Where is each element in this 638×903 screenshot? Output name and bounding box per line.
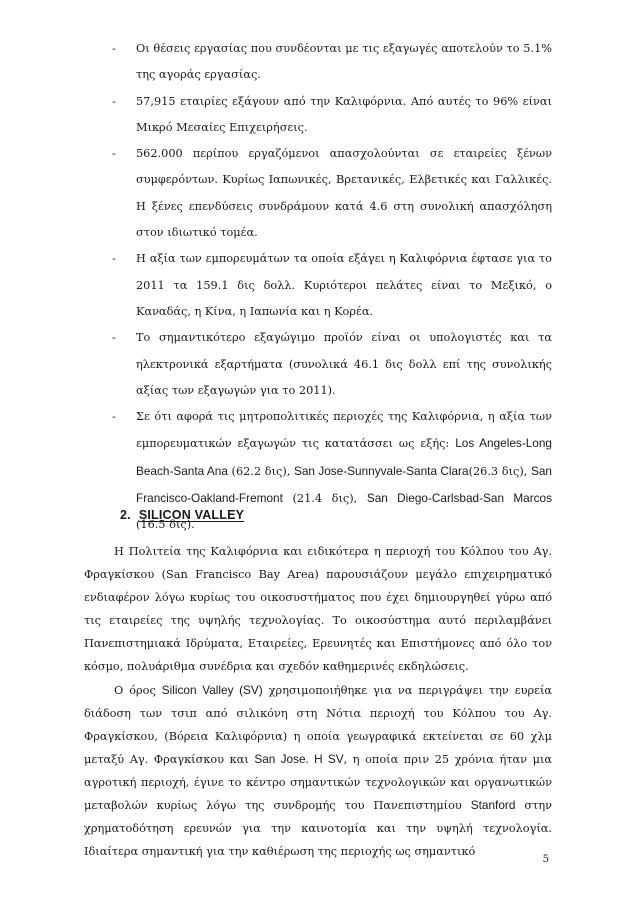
body-text <box>84 540 552 863</box>
paragraph-text: χρησιμοποιήθηκε για να περιγράψει την ευρεία διάδοση των τσιπ από σιλικόνη στη Νότια περιοχή του Κόλπου του Αγ. Φραγκίσκου, (Βόρεια Καλιφόρνια) η οποία γεωγραφικά εκτείνεται σε 60 χλμ μεταξύ Αγ. Φραγκίσκου και <box>84 683 553 766</box>
bullet-dash: - <box>112 331 116 345</box>
bullet-text: Το σημαντικότερο εξαγώγιμο προϊόν είναι οι υπολογιστές και τα ηλεκτρονικά εξαρτήματα (συνολικά 46.1 δις δολλ επί της συνολικής αξίας των εξαγωγών για το 2011). <box>136 331 552 397</box>
paragraph-text: στην χρηματοδότηση ερευνών για την καινοτομία και την υψηλή τεχνολογία. Ιδιαίτερα σημαντική για την καθιέρωση της περιοχής ως σημαντικό <box>84 799 552 859</box>
region-value: (26.3 δις), <box>468 464 531 478</box>
term-san-jose: San Jose. H SV <box>254 751 344 766</box>
bullet-text: Σε ότι αφορά τις μητροπολιτικές περιοχές της Καλιφόρνια, η αξία των εμπορευματικών εξαγωγών τις κατατάσσει ως εξής: <box>136 410 552 451</box>
section-title: SILICON VALLEY <box>138 508 245 522</box>
page-number: 5 <box>542 854 549 865</box>
bullet-dash: - <box>112 94 116 108</box>
bullet-item <box>112 89 552 142</box>
section-number: 2. <box>120 508 131 522</box>
bullet-text: 57,915 εταιρίες εξάγουν από την Καλιφόρνια. Από αυτές το 96% είναι Μικρό Μεσαίες Επιχειρήσεις. <box>136 94 552 134</box>
paragraph-text: , η οποία πριν 25 χρόνια ήταν μια αγροτική περιοχή, έγινε το κέντρο σημαντικών τεχνολογικών και οργανωτικών μεταβολών κυρίως λόγω της συνδρομής του Πανεπιστημίου <box>84 752 553 813</box>
bullet-item <box>112 325 552 404</box>
bullet-text: 562.000 περίπου εργαζόμενοι απασχολούνται σε εταιρείες ξένων συμφερόντων. Κυρίως Ιαπωνικές, Βρετανικές, Ελβετικές και Γαλλικές. Η ξένες επενδύσεις συνδράμουν κατά 4.6 στη συνολική απασχόληση στον ιδιωτικό τομέα. <box>136 147 552 240</box>
section-heading <box>120 508 244 522</box>
region-name: San Francisco-Oakland-Fremont <box>136 463 552 506</box>
region-name: Los Angeles-Long Beach-Santa Ana <box>136 436 552 478</box>
bullet-item <box>112 36 552 89</box>
bullet-item <box>112 246 552 325</box>
region-value: (21.4 δις), <box>282 492 367 506</box>
region-value: (16.5 δις). <box>136 518 195 532</box>
bullet-dash: - <box>112 147 116 161</box>
bullet-text: Οι θέσεις εργασίας που συνδέονται με τις εξαγωγές αποτελούν το 5.1% της αγοράς εργασίας. <box>136 42 552 82</box>
bullet-dash: - <box>112 410 116 424</box>
region-name: San Jose-Sunnyvale-Santa Clara <box>293 463 469 478</box>
region-name: San Diego-Carlsbad-San Marcos <box>366 491 552 506</box>
bullet-list <box>112 36 552 539</box>
term-silicon-valley: Silicon Valley (SV) <box>161 682 263 697</box>
bullet-item <box>112 141 552 246</box>
paragraph <box>84 679 552 864</box>
term-stanford: Stanford <box>470 798 516 813</box>
bullet-dash: - <box>112 252 116 266</box>
bullet-dash: - <box>112 42 116 55</box>
region-value: (62.2 δις), <box>227 464 294 478</box>
bullet-text: Η αξία των εμπορευμάτων τα οποία εξάγει η Καλιφόρνια έφτασε για το 2011 τα 159.1 δις δολλ. Κυριότεροι πελάτες είναι το Μεξικό, ο Καναδάς, η Κίνα, η Ιαπωνία και η Κορέα. <box>136 252 552 318</box>
paragraph-text: Ο όρος <box>114 683 162 697</box>
paragraph: Η Πολιτεία της Καλιφόρνια και ειδικότερα η περιοχή του Κόλπου του Αγ. Φραγκίσκου (San Francisco Bay Area) παρουσιάζουν μεγάλο επιχειρηματικό ενδιαφέρον λόγω κυρίως του οικοσυστήματος που έχει δημιουργηθεί γύρω από τις εταιρείες της υψηλής τεχνολογίας. Το οικοσύστημα αυτό περιλαμβάνει Πανεπιστημιακά Ιδρύματα, Εταιρείες, Ερευνητές και Επιστήμονες από όλο τον κόσμο, πολυάριθμα συνέδρια και σχεδόν καθημερινές εκδηλώσεις. <box>84 545 552 674</box>
